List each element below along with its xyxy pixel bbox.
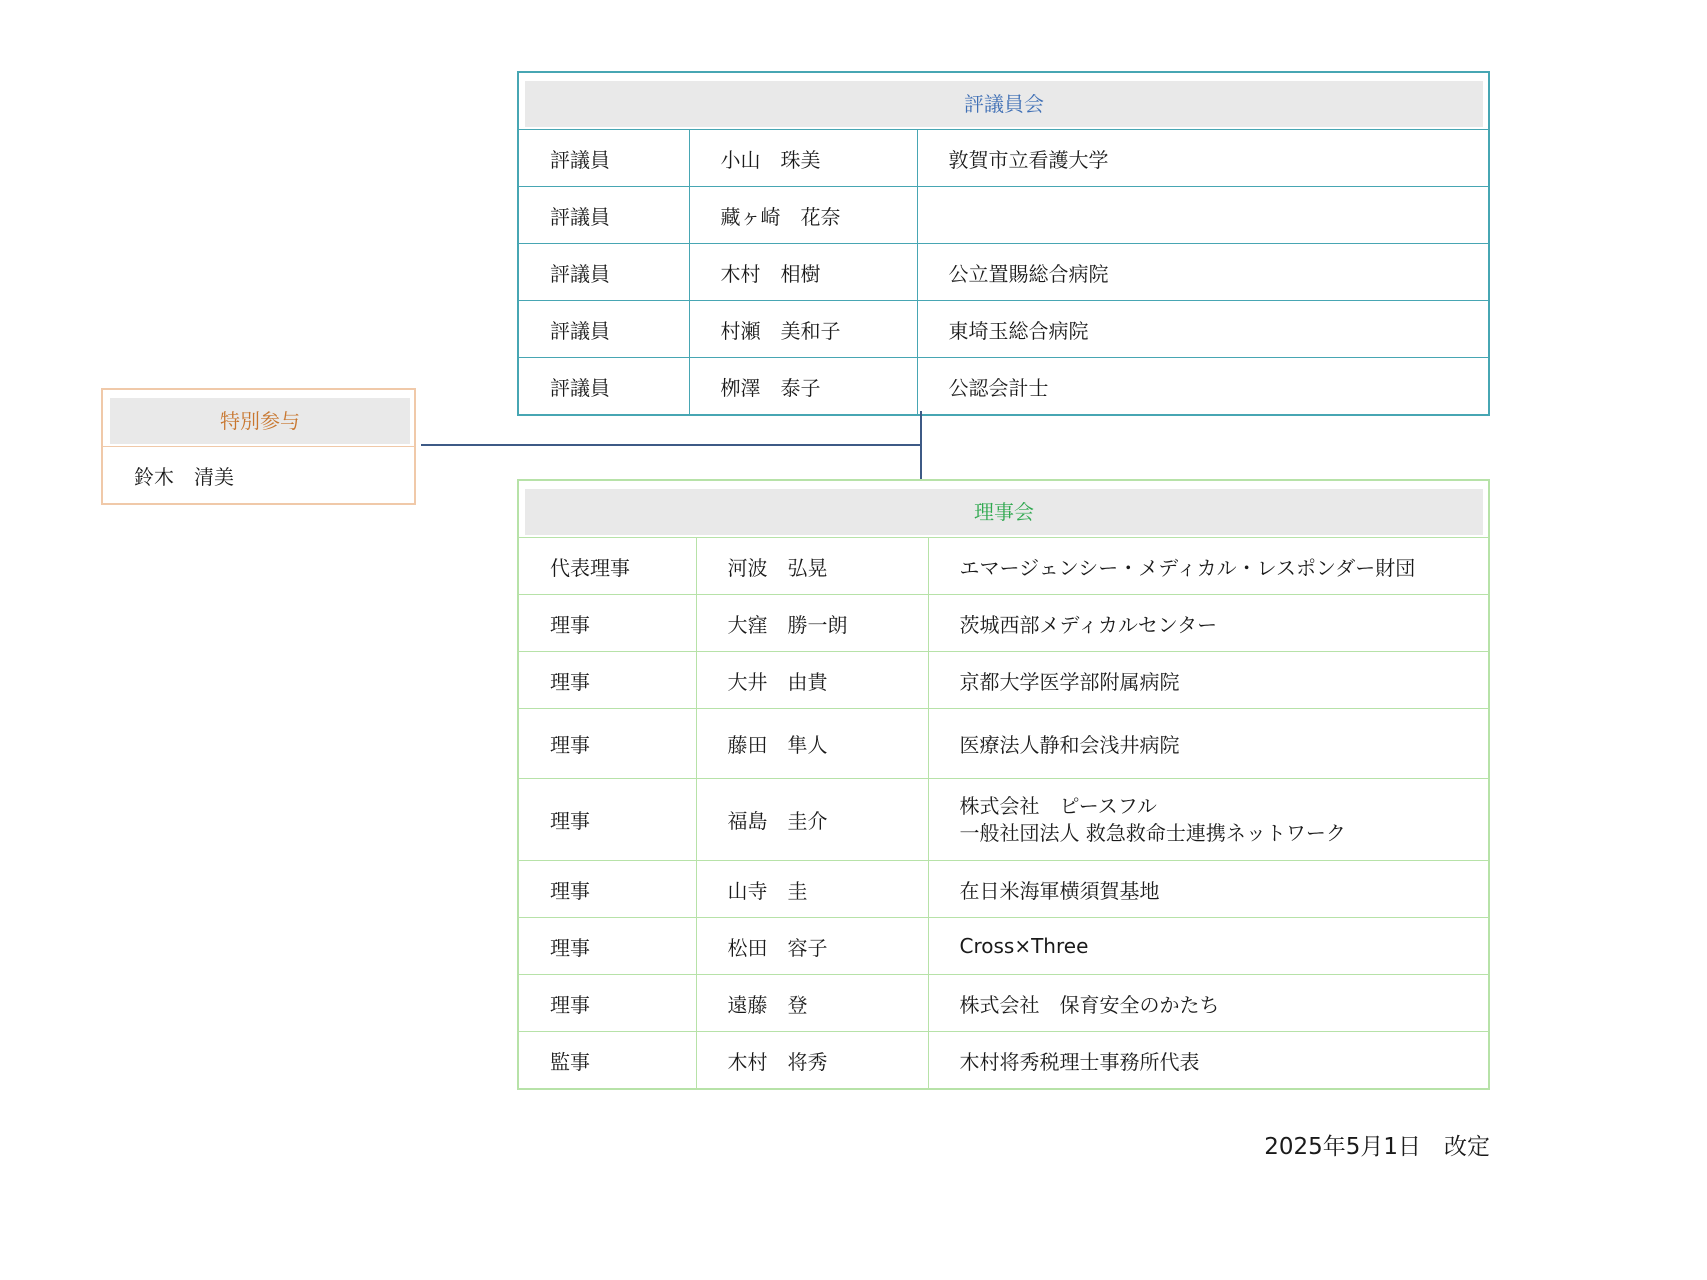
role-cell: 理事 [518, 975, 696, 1032]
name-cell: 大井 由貴 [696, 652, 928, 709]
role-cell: 理事 [518, 652, 696, 709]
role-cell: 理事 [518, 779, 696, 861]
councillors-header [518, 72, 1489, 130]
role-cell: 評議員 [518, 301, 689, 358]
name-cell: 木村 相樹 [689, 244, 917, 301]
table-row [518, 861, 1489, 918]
table-row [518, 652, 1489, 709]
councillors-table [517, 71, 1490, 416]
role-cell: 評議員 [518, 187, 689, 244]
table-row [518, 1032, 1489, 1090]
special-advisor-title: 特別参与 [110, 398, 410, 444]
affiliation-cell: 株式会社 保育安全のかたち [928, 975, 1489, 1032]
affiliation-cell: 在日米海軍横須賀基地 [928, 861, 1489, 918]
board-title: 理事会 [525, 489, 1483, 535]
name-cell: 木村 将秀 [696, 1032, 928, 1090]
affiliation-cell: 京都大学医学部附属病院 [928, 652, 1489, 709]
board-table [517, 479, 1490, 1090]
name-cell: 栁澤 泰子 [689, 358, 917, 416]
role-cell: 理事 [518, 861, 696, 918]
special-advisor-name: 鈴木 清美 [102, 447, 415, 505]
affiliation-line: 株式会社 ピースフル [959, 793, 1157, 818]
name-cell: 遠藤 登 [696, 975, 928, 1032]
role-cell: 理事 [518, 709, 696, 779]
affiliation-cell: 敦賀市立看護大学 [917, 130, 1489, 187]
name-cell: 村瀬 美和子 [689, 301, 917, 358]
councillors-title: 評議員会 [525, 81, 1483, 127]
role-cell: 監事 [518, 1032, 696, 1090]
affiliation-cell: 医療法人静和会浅井病院 [928, 709, 1489, 779]
affiliation-cell: 東埼玉総合病院 [917, 301, 1489, 358]
table-row [518, 975, 1489, 1032]
role-cell: 評議員 [518, 358, 689, 416]
role-cell: 代表理事 [518, 538, 696, 595]
table-row [518, 244, 1489, 301]
table-row [518, 187, 1489, 244]
table-row [518, 779, 1489, 861]
affiliation-cell [917, 187, 1489, 244]
affiliation-cell: 木村将秀税理士事務所代表 [928, 1032, 1489, 1090]
role-cell: 理事 [518, 918, 696, 975]
table-row [518, 538, 1489, 595]
table-row [518, 130, 1489, 187]
name-cell: 大窪 勝一朗 [696, 595, 928, 652]
name-cell: 藏ヶ崎 花奈 [689, 187, 917, 244]
revision-date: 2025年5月1日 改定 [1264, 1134, 1490, 1160]
board-header [518, 480, 1489, 538]
affiliation-cell [928, 779, 1489, 861]
affiliation-cell: 公認会計士 [917, 358, 1489, 416]
role-cell: 評議員 [518, 244, 689, 301]
table-row [102, 447, 415, 505]
special-advisor-header [102, 389, 415, 447]
role-cell: 理事 [518, 595, 696, 652]
special-advisor-box [101, 388, 416, 505]
name-cell: 福島 圭介 [696, 779, 928, 861]
affiliation-cell: 茨城西部メディカルセンター [928, 595, 1489, 652]
table-row [518, 709, 1489, 779]
name-cell: 藤田 隼人 [696, 709, 928, 779]
table-row [518, 301, 1489, 358]
affiliation-cell: 公立置賜総合病院 [917, 244, 1489, 301]
connector-horizontal [421, 444, 922, 446]
name-cell: 山寺 圭 [696, 861, 928, 918]
role-cell: 評議員 [518, 130, 689, 187]
table-row [518, 595, 1489, 652]
name-cell: 河波 弘晃 [696, 538, 928, 595]
affiliation-line: 一般社団法人 救急救命士連携ネットワーク [959, 820, 1346, 845]
name-cell: 松田 容子 [696, 918, 928, 975]
name-cell: 小山 珠美 [689, 130, 917, 187]
table-row [518, 918, 1489, 975]
affiliation-cell: エマージェンシー・メディカル・レスポンダー財団 [928, 538, 1489, 595]
connector-vertical [920, 411, 922, 481]
affiliation-cell: Cross×Three [928, 918, 1489, 975]
table-row [518, 358, 1489, 416]
